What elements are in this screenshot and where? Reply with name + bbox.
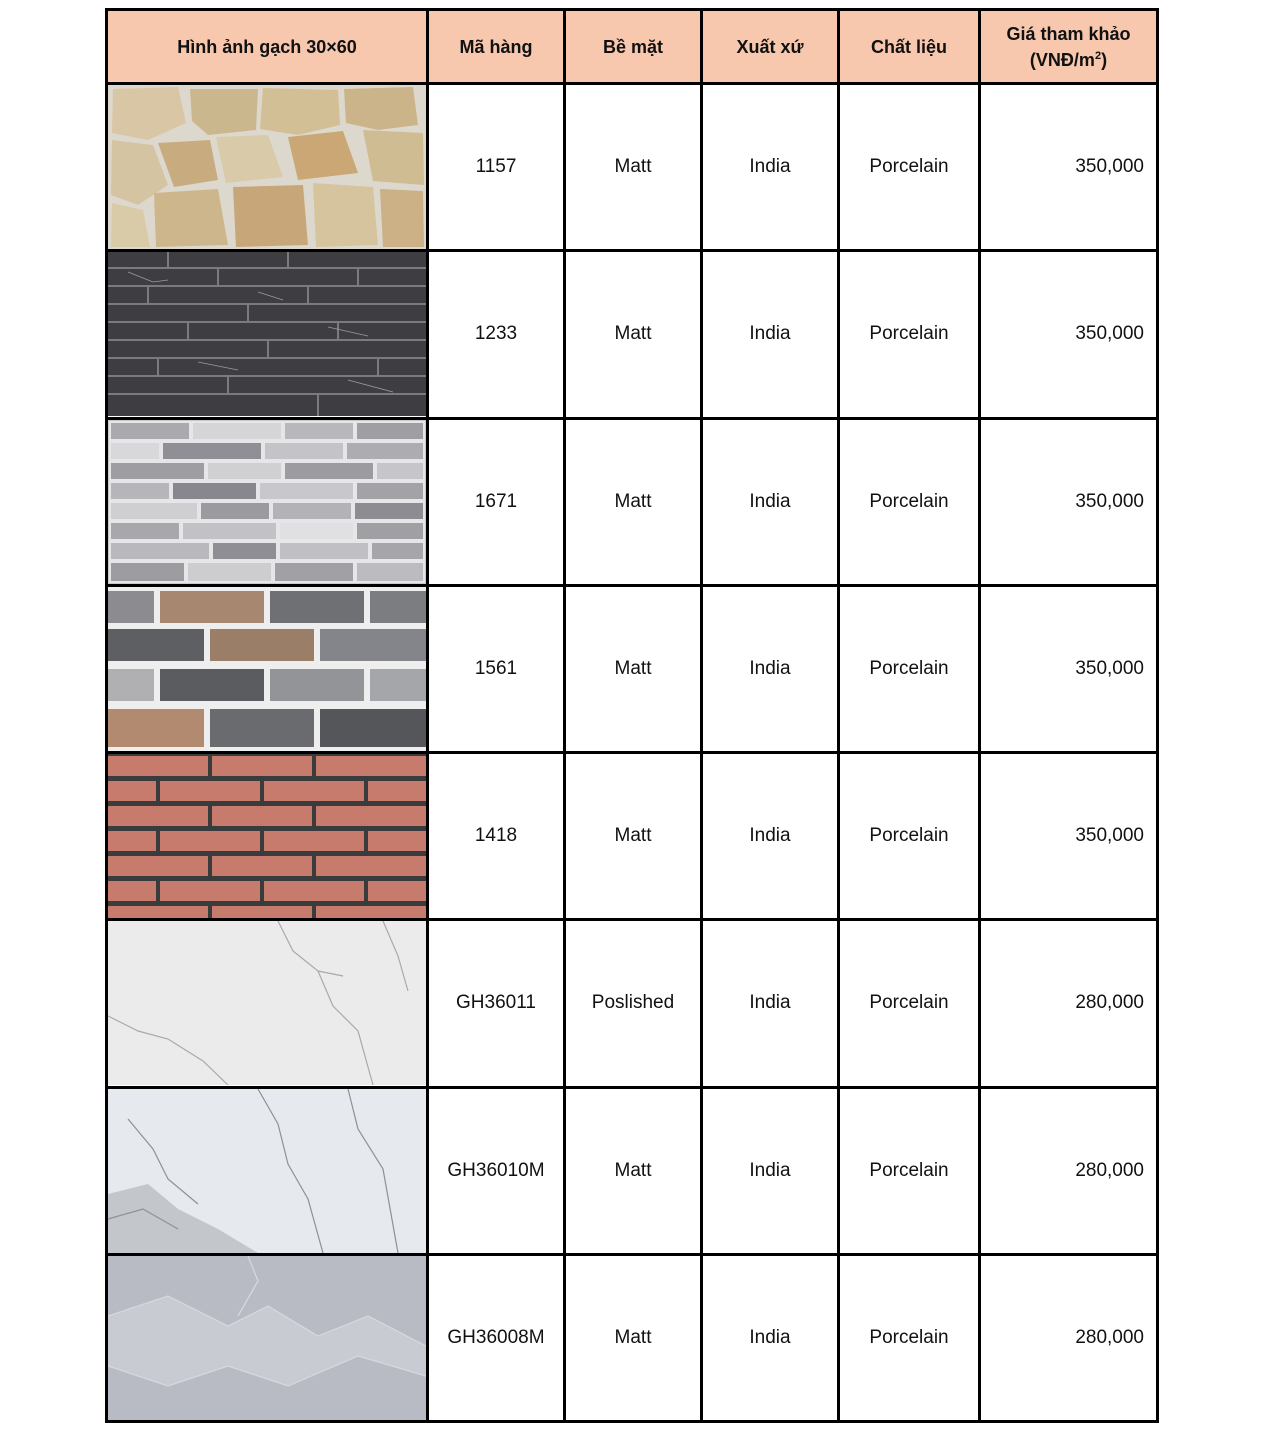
red-brick-tile — [108, 754, 426, 918]
price-cell: 280,000 — [980, 1087, 1158, 1254]
material-cell: Porcelain — [839, 920, 980, 1087]
header-code: Mã hàng — [428, 10, 565, 84]
header-price-close: ) — [1101, 49, 1108, 70]
table-row — [107, 1254, 1158, 1421]
code-cell: 1671 — [428, 418, 565, 585]
white-marble-tile — [108, 921, 426, 1085]
code-cell: 1157 — [428, 84, 565, 251]
material-cell: Porcelain — [839, 1254, 980, 1421]
grey-stone-tile — [108, 1256, 426, 1420]
surface-cell: Matt — [565, 251, 702, 418]
header-material: Chất liệu — [839, 10, 980, 84]
mixed-slate-brick-tile — [108, 587, 426, 751]
tile-image-cell — [107, 585, 428, 752]
header-image: Hình ảnh gạch 30×60 — [107, 10, 428, 84]
surface-cell: Matt — [565, 84, 702, 251]
origin-cell: India — [702, 920, 839, 1087]
origin-cell: India — [702, 418, 839, 585]
surface-cell: Matt — [565, 585, 702, 752]
surface-cell: Matt — [565, 418, 702, 585]
calacatta-marble-tile — [108, 1089, 426, 1253]
dark-grey-ledgestone-tile — [108, 252, 426, 416]
tile-image-cell — [107, 1254, 428, 1421]
origin-cell: India — [702, 585, 839, 752]
code-cell: 1418 — [428, 753, 565, 920]
code-cell: GH36008M — [428, 1254, 565, 1421]
surface-cell: Matt — [565, 1087, 702, 1254]
tile-image-cell — [107, 418, 428, 585]
table-row — [107, 753, 1158, 920]
origin-cell: India — [702, 251, 839, 418]
tile-image-cell — [107, 920, 428, 1087]
price-cell: 280,000 — [980, 1254, 1158, 1421]
tile-image-cell — [107, 251, 428, 418]
table-row — [107, 1087, 1158, 1254]
origin-cell: India — [702, 84, 839, 251]
surface-cell: Matt — [565, 1254, 702, 1421]
origin-cell: India — [702, 1254, 839, 1421]
header-price — [980, 10, 1158, 84]
material-cell: Porcelain — [839, 585, 980, 752]
table-row — [107, 418, 1158, 585]
price-cell: 350,000 — [980, 753, 1158, 920]
code-cell: 1561 — [428, 585, 565, 752]
price-cell: 350,000 — [980, 84, 1158, 251]
material-cell: Porcelain — [839, 753, 980, 920]
code-cell: 1233 — [428, 251, 565, 418]
table-row — [107, 251, 1158, 418]
price-cell: 280,000 — [980, 920, 1158, 1087]
price-cell: 350,000 — [980, 251, 1158, 418]
code-cell: GH36011 — [428, 920, 565, 1087]
beige-flagstone-tile — [108, 85, 426, 249]
origin-cell: India — [702, 753, 839, 920]
origin-cell: India — [702, 1087, 839, 1254]
price-cell: 350,000 — [980, 585, 1158, 752]
header-price-unit: (VNĐ/m — [1029, 49, 1095, 70]
grey-split-stone-tile — [108, 420, 426, 584]
code-cell: GH36010M — [428, 1087, 565, 1254]
header-row — [107, 10, 1158, 84]
header-price-label: Giá tham khảo — [1006, 23, 1131, 44]
header-surface: Bề mặt — [565, 10, 702, 84]
price-cell: 350,000 — [980, 418, 1158, 585]
table-row — [107, 585, 1158, 752]
tile-image-cell — [107, 753, 428, 920]
material-cell: Porcelain — [839, 251, 980, 418]
header-price-sup: 2 — [1094, 49, 1102, 62]
material-cell: Porcelain — [839, 1087, 980, 1254]
material-cell: Porcelain — [839, 418, 980, 585]
table-row — [107, 84, 1158, 251]
header-origin: Xuất xứ — [702, 10, 839, 84]
material-cell: Porcelain — [839, 84, 980, 251]
surface-cell: Matt — [565, 753, 702, 920]
tile-price-table — [105, 8, 1159, 1423]
surface-cell: Poslished — [565, 920, 702, 1087]
tile-image-cell — [107, 1087, 428, 1254]
tile-image-cell — [107, 84, 428, 251]
table-row — [107, 920, 1158, 1087]
